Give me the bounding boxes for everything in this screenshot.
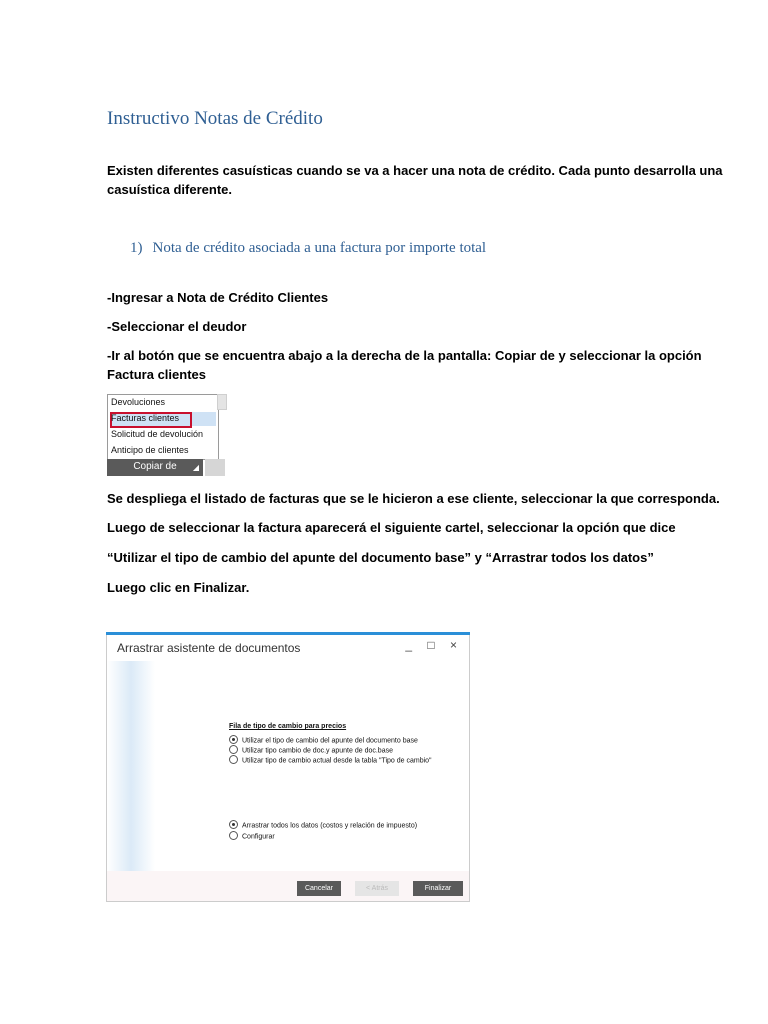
section-number: 1) — [130, 240, 143, 256]
step-1: -Ingresar a Nota de Crédito Clientes — [107, 290, 329, 305]
caret-icon: ◢ — [192, 463, 199, 472]
radio-checked-icon — [229, 820, 238, 829]
menu-item-facturas-clientes[interactable]: Facturas clientes — [111, 413, 180, 423]
radio-checked-icon — [229, 735, 238, 744]
menu-scrollbar[interactable] — [217, 394, 227, 410]
radio-drag-all-data[interactable] — [229, 821, 417, 830]
copy-from-side — [205, 459, 225, 476]
finish-button[interactable]: Finalizar — [413, 881, 463, 896]
step-2: -Seleccionar el deudor — [107, 319, 247, 334]
copy-from-label: Copiar de — [133, 461, 177, 472]
dialog-title: Arrastrar asistente de documentos — [117, 641, 301, 655]
step-3-line-2: Factura clientes — [107, 367, 206, 382]
drag-documents-wizard — [106, 632, 470, 902]
rate-section-label: Fila de tipo de cambio para precios — [229, 723, 347, 730]
document-title: Instructivo Notas de Crédito — [107, 108, 323, 129]
radio-rate-base-entry[interactable] — [229, 736, 418, 745]
dialog-sidebar — [107, 661, 155, 871]
menu-item-devoluciones[interactable]: Devoluciones — [111, 397, 166, 407]
radio-label: Utilizar el tipo de cambio del apunte del documento base — [242, 737, 418, 745]
paragraph-3: “Utilizar el tipo de cambio del apunte del documento base” y “Arrastrar todos los datos” — [107, 550, 654, 565]
intro-line-1: Existen diferentes casuísticas cuando se va a hacer una nota de crédito. Cada punto desarrolla una — [107, 163, 723, 178]
radio-label: Utilizar tipo de cambio actual desde la tabla "Tipo de cambio" — [242, 757, 432, 765]
radio-label: Utilizar tipo cambio de doc.y apunte de doc.base — [242, 747, 393, 755]
radio-configure[interactable] — [229, 832, 275, 841]
radio-label: Configurar — [242, 833, 275, 841]
paragraph-4: Luego clic en Finalizar. — [107, 580, 250, 595]
copy-from-menu — [107, 394, 219, 460]
radio-label: Arrastrar todos los datos (costos y relación de impuesto) — [242, 822, 418, 830]
back-button[interactable]: < Atrás — [355, 881, 399, 896]
menu-item-solicitud-devolucion[interactable]: Solicitud de devolución — [111, 429, 204, 439]
copy-from-button[interactable] — [107, 459, 203, 476]
radio-rate-current[interactable] — [229, 756, 432, 765]
intro-line-2: casuística diferente. — [107, 182, 232, 197]
cancel-button[interactable]: Cancelar — [297, 881, 341, 896]
window-controls[interactable]: _ □ × — [405, 638, 463, 652]
radio-rate-doc-entry[interactable] — [229, 746, 393, 755]
section-text: Nota de crédito asociada a una factura por importe total — [152, 240, 487, 256]
radio-icon — [229, 745, 238, 754]
paragraph-1: Se despliega el listado de facturas que se le hicieron a ese cliente, seleccionar la que corresponda. — [107, 491, 720, 506]
title-accent — [106, 632, 470, 635]
section-heading-1 — [130, 240, 486, 257]
radio-icon — [229, 755, 238, 764]
step-3-line-1: -Ir al botón que se encuentra abajo a la derecha de la pantalla: Copiar de y seleccionar la opción — [107, 348, 702, 363]
menu-item-anticipo-clientes[interactable]: Anticipo de clientes — [111, 445, 189, 455]
paragraph-2: Luego de seleccionar la factura aparecerá el siguiente cartel, seleccionar la opción que dice — [107, 520, 676, 535]
radio-icon — [229, 831, 238, 840]
